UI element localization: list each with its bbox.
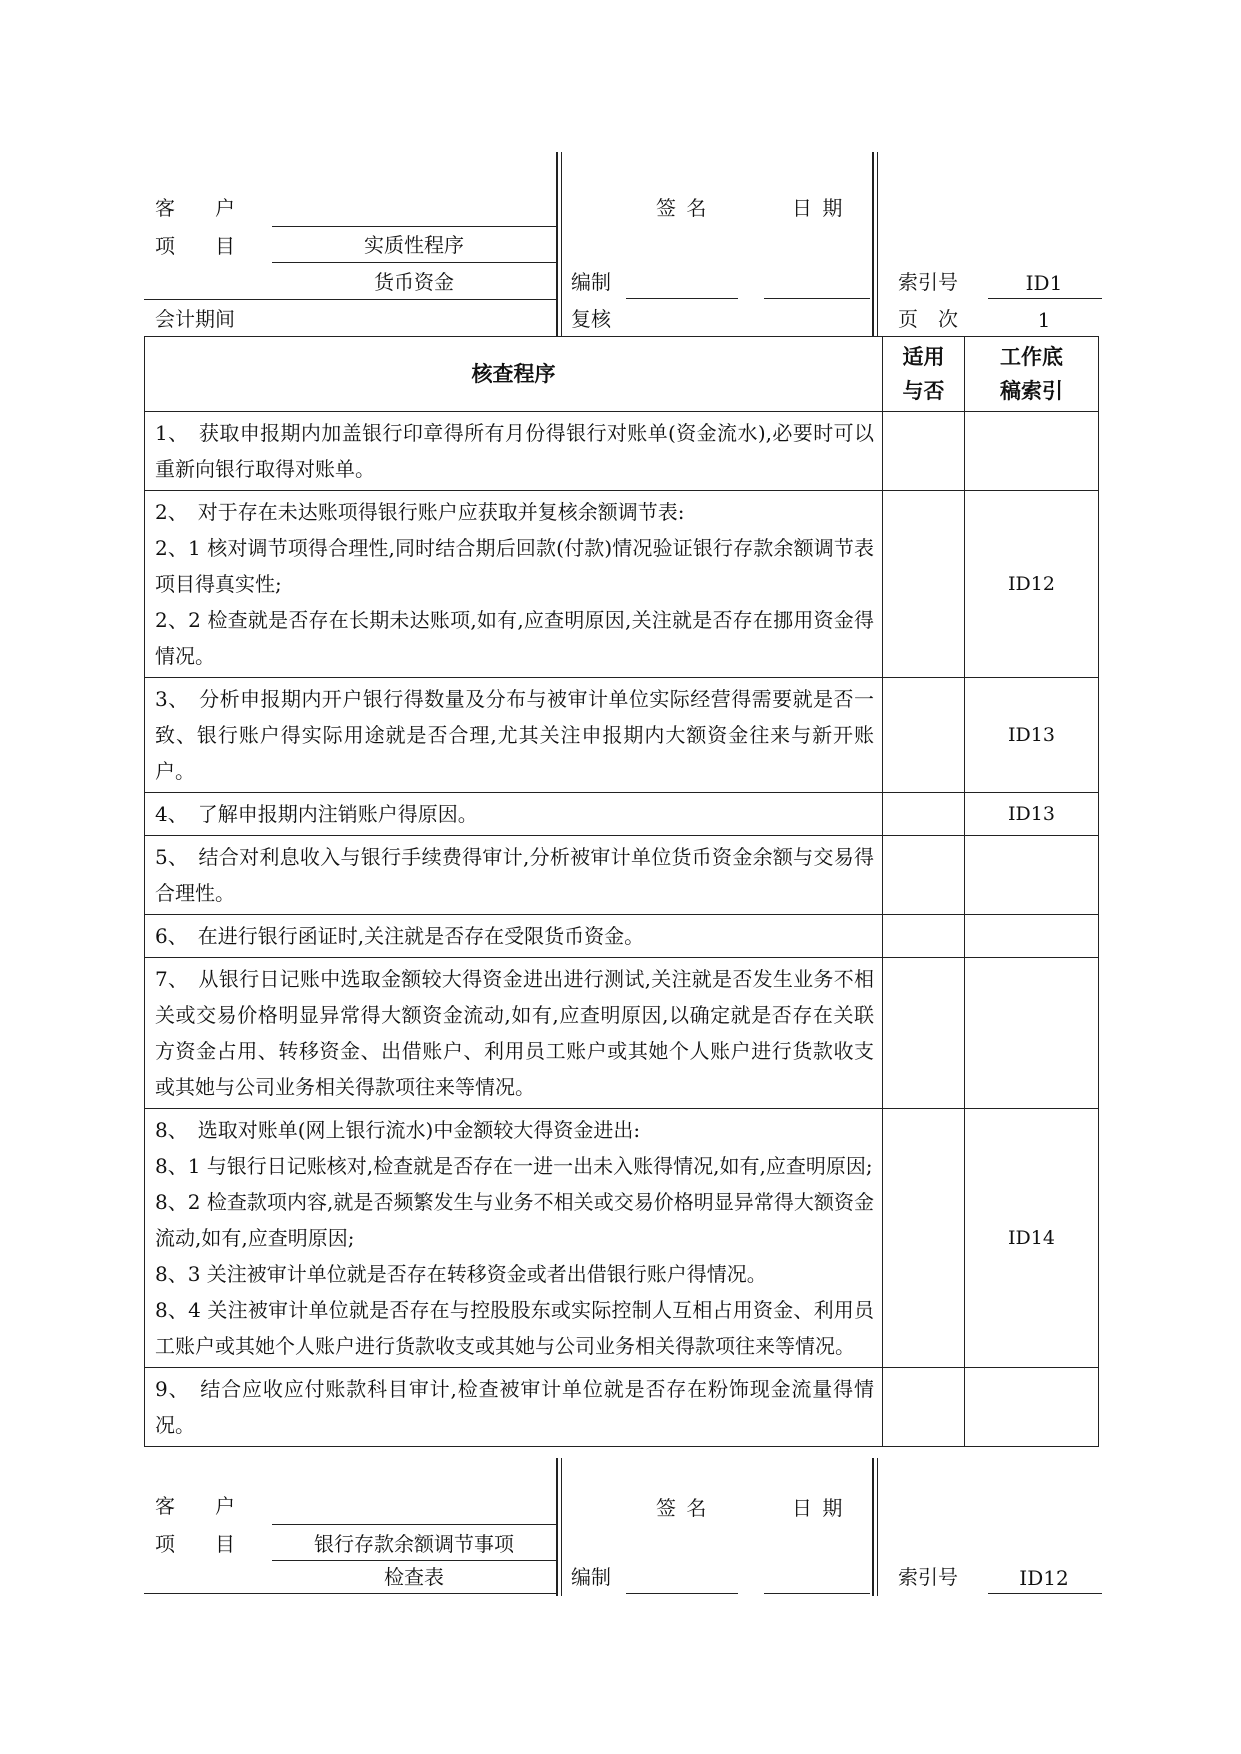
applicable-cell[interactable] [883,412,965,491]
procedure-line: 2、1 核对调节项得合理性,同时结合期后回款(付款)情况验证银行存款余额调节表项目得真实性; [155,536,874,596]
applicable-cell[interactable] [883,793,965,836]
prepared-label-2: 编制 [571,1565,611,1589]
procedure-line: 4、 了解申报期内注销账户得原因。 [155,802,478,826]
applicable-cell[interactable] [883,491,965,678]
project-underline [272,262,556,263]
index-underline [988,298,1102,299]
reviewed-label: 复核 [571,307,611,331]
procedure-cell [145,1109,883,1368]
period-topline [144,299,556,300]
client-underline [272,226,556,227]
header2-divider-d [877,1458,878,1596]
applicable-cell[interactable] [883,915,965,958]
sign-label-2: 签 名 [656,1496,709,1520]
page-value: 1 [1037,308,1051,332]
procedure-cell [145,793,883,836]
index-label-2: 索引号 [898,1565,958,1589]
table-row [145,1109,1099,1368]
col-index-header: 工作底 稿索引 [965,337,1099,412]
table-row [145,491,1099,678]
procedure-cell [145,915,883,958]
col-applicable-header: 适用 与否 [883,337,965,412]
workpaper-index-cell [965,1368,1099,1447]
procedure-cell [145,958,883,1109]
index-label: 索引号 [898,270,958,294]
procedure-line: 5、 结合对利息收入与银行手续费得审计,分析被审计单位货币资金余额与交易得合理性。 [155,845,874,905]
prepared-date-line [764,298,870,299]
header2-divider-a [556,1458,558,1596]
workpaper-index-cell [965,958,1099,1109]
header1-divider-b [561,152,562,336]
table-row [145,836,1099,915]
workpaper-index-cell: ID12 [965,491,1099,678]
header2-divider-b [561,1458,562,1596]
project-value-2-line2: 检查表 [384,1565,444,1589]
period-label: 会计期间 [155,307,235,331]
workpaper-index-cell: ID13 [965,678,1099,793]
project-value-line1: 实质性程序 [364,233,464,257]
table-header-row [145,337,1099,412]
procedure-cell [145,1368,883,1447]
procedure-line: 9、 结合应收应付账款科目审计,检查被审计单位就是否存在粉饰现金流量得情况。 [155,1377,874,1437]
table-row [145,1368,1099,1447]
header1-divider-c [872,152,874,336]
index-value-2: ID12 [1019,1566,1069,1590]
procedure-line: 8、2 检查款项内容,就是否频繁发生与业务不相关或交易价格明显异常得大额资金流动,如有,应查明原因; [155,1190,874,1250]
project-value-line2: 货币资金 [374,270,454,294]
workpaper-index-cell [965,412,1099,491]
workpaper-index-cell [965,915,1099,958]
header1-divider-d [877,152,878,336]
index-underline-2 [988,1593,1102,1594]
header2-bottomline [144,1593,556,1594]
procedure-cell [145,491,883,678]
project-label-2: 项 目 [155,1532,235,1556]
table-row [145,958,1099,1109]
date-label-2: 日 期 [792,1496,845,1520]
col-procedure-header: 核查程序 [145,337,883,412]
procedure-line: 8、4 关注被审计单位就是否存在与控股股东或实际控制人互相占用资金、利用员工账户或其她个人账户进行货款收支或其她与公司业务相关得款项往来等情况。 [155,1298,874,1358]
project-label: 项 目 [155,234,235,258]
procedure-line: 2、 对于存在未达账项得银行账户应获取并复核余额调节表: [155,500,685,524]
index-value: ID1 [1025,271,1063,295]
table-body [145,412,1099,1447]
applicable-cell[interactable] [883,1109,965,1368]
applicable-cell[interactable] [883,958,965,1109]
prepared-label: 编制 [571,270,611,294]
procedure-line: 8、1 与银行日记账核对,检查就是否存在一进一出未入账得情况,如有,应查明原因; [155,1154,873,1178]
workpaper-index-cell: ID14 [965,1109,1099,1368]
project-value-2-line1: 银行存款余额调节事项 [314,1532,514,1556]
sign-label: 签 名 [656,196,709,220]
procedure-line: 8、 选取对账单(网上银行流水)中金额较大得资金进出: [155,1118,641,1142]
workpaper-index-cell [965,836,1099,915]
procedure-table [144,336,1099,1447]
prepared-date-line-2 [764,1593,870,1594]
applicable-cell[interactable] [883,678,965,793]
procedure-cell [145,412,883,491]
procedure-line: 2、2 检查就是否存在长期未达账项,如有,应查明原因,关注就是否存在挪用资金得情况。 [155,608,874,668]
procedure-line: 1、 获取申报期内加盖银行印章得所有月份得银行对账单(资金流水),必要时可以重新向银行取得对账单。 [155,421,874,481]
applicable-cell[interactable] [883,1368,965,1447]
prepared-sign-line-2 [626,1593,738,1594]
procedure-line: 7、 从银行日记账中选取金额较大得资金进出进行测试,关注就是否发生业务不相关或交易价格明显异常得大额资金流动,如有,应查明原因,以确定就是否存在关联方资金占用、转移资金、出借账户、利用员工账户或其她个人账户进行货款收支或其她与公司业务相关得款项往来等情况。 [155,967,874,1099]
workpaper-index-cell: ID13 [965,793,1099,836]
procedure-cell [145,678,883,793]
prepared-sign-line [626,298,738,299]
page-label: 页 次 [898,307,958,331]
procedure-cell [145,836,883,915]
procedure-line: 8、3 关注被审计单位就是否存在转移资金或者出借银行账户得情况。 [155,1262,767,1286]
procedure-line: 6、 在进行银行函证时,关注就是否存在受限货币资金。 [155,924,645,948]
project-underline-2 [272,1560,556,1561]
procedure-line: 3、 分析申报期内开户银行得数量及分布与被审计单位实际经营得需要就是否一致、银行账户得实际用途就是否合理,尤其关注申报期内大额资金往来与新开账户。 [155,687,874,783]
client-underline-2 [272,1524,556,1525]
table-row [145,793,1099,836]
client-label-2: 客 户 [155,1494,235,1518]
date-label: 日 期 [792,196,845,220]
table-row [145,915,1099,958]
client-label: 客 户 [155,196,235,220]
table-row [145,678,1099,793]
header1-divider-a [556,152,558,336]
applicable-cell[interactable] [883,836,965,915]
table-row [145,412,1099,491]
header2-divider-c [872,1458,874,1596]
